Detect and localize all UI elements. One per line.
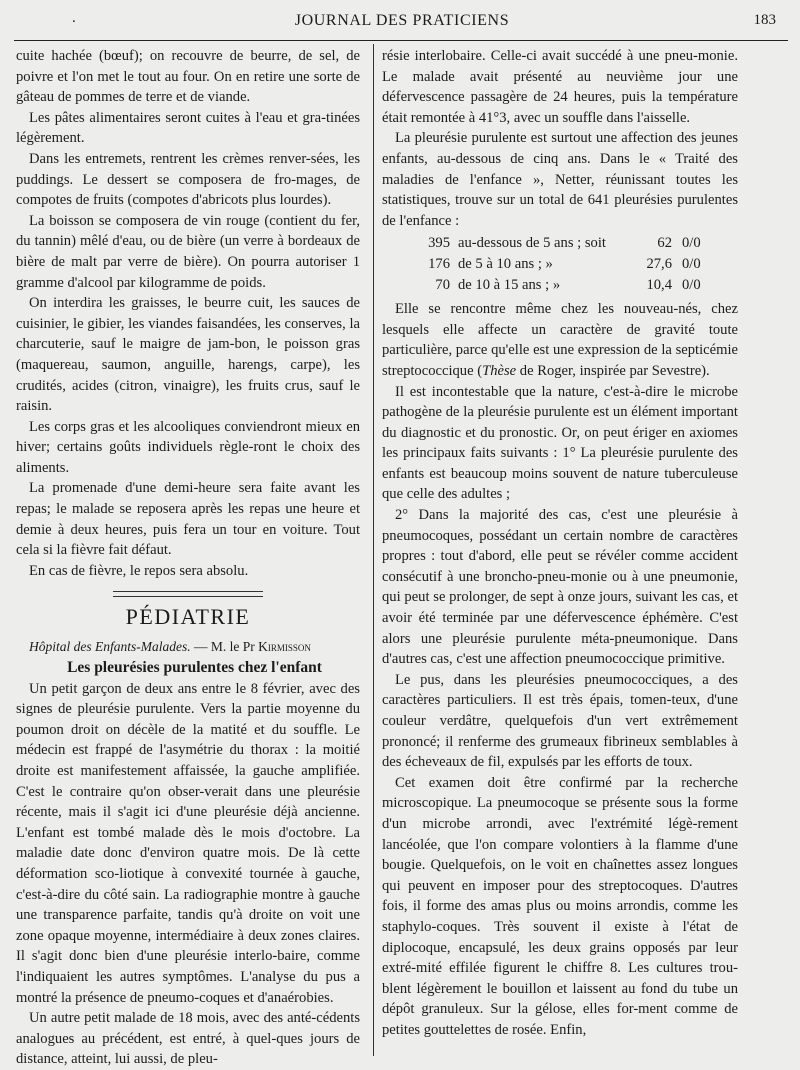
stat-unit: 0/0: [682, 276, 701, 293]
left-column: [16, 46, 360, 1070]
paragraph: La promenade d'une demi-heure sera faite avant les repas; le malade se reposera après les repas une heure et demie à deux heures, puis fera un tour en voiture. Tout cela si la fièvre fait défaut.: [16, 480, 360, 559]
stat-count: 70: [435, 276, 450, 293]
paragraph: Les corps gras et les alcooliques conviendront mieux en hiver; certains goûts individuels règle-ront le choix des aliments.: [16, 418, 360, 476]
paragraph: Le pus, dans les pleurésies pneumococciques, a des caractères particuliers. Il est très épais, tomen-teux, d'une couleur verdâtre, quelquefois d'un vert extrêmement prononcé; il renferme des grumeaux fibrineux semblables à des écheveaux de fil, expulsés par les efforts de toux.: [382, 671, 738, 771]
page-header: [14, 0, 790, 36]
paragraph-sevestre: [382, 299, 738, 381]
stat-unit: 0/0: [682, 235, 701, 252]
stat-group: de 5 à 10 ans ; »: [458, 255, 553, 272]
stat-value: 62: [657, 235, 672, 252]
paragraph: La pleurésie purulente est surtout une affection des jeunes enfants, au-dessous de cinq ans. Dans le « Traité des maladies de l'enfance », Netter, réunissant toutes les statistiques, trouve sur un total de 641 pleurésies purulentes de l'enfance :: [382, 130, 738, 229]
stat-value: 27,6: [646, 255, 672, 272]
paragraph: En cas de fièvre, le repos sera absolu.: [29, 562, 249, 579]
paragraph: Les pâtes alimentaires seront cuites à l'eau et gra-tinées légèrement.: [16, 109, 360, 147]
stat-row: [414, 275, 738, 296]
stat-row: [414, 254, 738, 275]
stat-count: 176: [428, 255, 450, 272]
right-column: [382, 46, 738, 1041]
stat-group: de 10 à 15 ans ; »: [458, 276, 561, 293]
paragraph: 2° Dans la majorité des cas, c'est une pleurésie à pneumocoques, possédant un certain nombre de caractères propres : tout d'abord, elle peut se révéler comme accident consécutif à une broncho-pneu-monie ou à une pneumonie, qui peut se prolonger, de sept à onze jours, suivant les cas, et avoir été terminée par une défervescence éphémère. C'est alors une pleurésie purulente méta-pneumonique. Dans d'autres cas, c'est une affection pneumococcique primitive.: [382, 507, 738, 668]
column-divider: [373, 44, 374, 1056]
paragraph: Un petit garçon de deux ans entre le 8 février, avec des signes de pleurésie purulente. Vers la partie moyenne du poumon droit on décèle de la matité et du souffle. Le médecin est frappé de l'asymétrie du thorax : la moitié droite est manifestement affaissée, la gauche amplifiée. C'est le contraire qu'on obser-verait dans une pleurésie récente, mais il s'agit ici d'une pleurésie déjà ancienne. L'enfant est tombé malade dès le mois d'octobre. La maladie date donc d'environ quatre mois. De là cette déformation sco-liotique à convexité tournée à gauche, c'est-à-dire du côté sain. La radiographie montre à gauche une transparence parfaite, tandis qu'à droite on voit une zone opaque moyenne, intermédiaire à deux zones claires. Il s'agit donc bien d'une pleurésie interlo-baire, comme l'indiquaient les autres symptômes. L'analyse du pus a montré la présence de pneumo-coques et d'anaérobies.: [16, 680, 360, 1006]
stat-row: [414, 233, 738, 254]
paragraph: résie interlobaire. Celle-ci avait succédé à une pneu-monie. Le malade avait présenté au neuvième jour une défervescence passagère de 24 heures, puis la température était remontée à 41°3, avec un souffle dans l'aisselle.: [382, 48, 738, 126]
section-rule: [113, 591, 263, 597]
header-rule: [14, 40, 788, 41]
hospital-line: [16, 637, 360, 658]
professor-name: Kirmisson: [258, 639, 311, 655]
article-title: Les pleurésies purulentes chez l'enfant: [67, 659, 322, 677]
stat-unit: 0/0: [682, 255, 701, 272]
italic-text: Thèse: [482, 362, 517, 379]
paragraph: Dans les entremets, rentrent les crèmes renver-sées, les puddings. Le dessert se composera de fro-mages, de compotes de fruits (compotes d'abricots plus lourdes).: [16, 150, 360, 209]
paragraph: Il est incontestable que la nature, c'est-à-dire le microbe pathogène de la pleurésie purulente est un élément important du diagnostic et du pronostic. Or, on peut ériger en axiomes les principaux faits suivants : 1° La pleurésie purulente des enfants est beaucoup moins souvent de nature tuberculeuse que celle des adultes ;: [382, 383, 738, 503]
statistics-table: [414, 233, 738, 295]
paragraph: Cet examen doit être confirmé par la recherche microscopique. La pneumocoque se présente sous la forme d'un microbe arrondi, avec l'extrémité légè-rement lancéolée, que l'on compare volontiers à la flamme d'une bougie. Quelquefois, on le voit en chaînettes assez longues qui peuvent en imposer pour des streptocoques. D'autres fois, il forme des amas plus ou moins arrondis, comme les staphylo-coques. Très souvent il existe à l'état de diplocoque, encapsulé, les deux grains opposés par leur extré-mité effilée figurent le chiffre 8. Les cultures trou-blent légèrement le bouillon et laissent au fond du tube un dépôt granuleux. Sur la gélose, elles for-ment comme de petites gouttelettes de rosée. Enfin,: [382, 774, 738, 1038]
stat-group: au-dessous de 5 ans ; soit: [458, 235, 606, 252]
section-title: PÉDIATRIE: [125, 604, 251, 630]
stat-count: 395: [428, 235, 450, 252]
header-dot: .: [72, 10, 76, 26]
hospital-sep: —: [190, 639, 211, 655]
paragraph: La boisson se composera de vin rouge (contient du fer, du tannin) mêlé d'eau, ou de bière (un verre à bordeaux de bière de malt par verre de bière). On pourra autoriser 1 gramme d'alcool par kilogramme de poids.: [16, 212, 360, 291]
journal-title: JOURNAL DES PRATICIENS: [294, 12, 510, 29]
paragraph: On interdira les graisses, le beurre cuit, les sauces de cuisinier, le gibier, les viandes faisandées, les conserves, la charcuterie, sauf le maigre de jam-bon, le poisson gras (maquereau, saumon, anguille, harengs, carpe), les crudités, acides (citron, vinaigre), les fruits crus, sauf le raisin.: [16, 295, 360, 415]
professor-prefix: M. le Pr: [210, 639, 259, 655]
paragraph: cuite hachée (bœuf); on recouvre de beurre, de sel, de poivre et l'on met le tout au four. On en retire une sorte de gâteau de pommes de terre et de viande.: [16, 48, 360, 106]
text-run: Elle se rencontre même chez les nouveau-nés, chez lesquels elle affecte un caractère de gravité toute particulière, parce qu'elle est une expression de la septicémie streptococcique (: [382, 301, 738, 379]
stat-value: 10,4: [646, 276, 672, 293]
text-run: de Roger, inspirée par Sevestre).: [516, 362, 710, 379]
hospital-name: Hôpital des Enfants-Malades.: [29, 639, 191, 655]
paragraph: Un autre petit malade de 18 mois, avec des anté-cédents analogues au précédent, est entré, à quel-ques jours de distance, atteint, lui aussi, de pleu-: [16, 1010, 360, 1068]
page-number: 183: [753, 12, 776, 28]
